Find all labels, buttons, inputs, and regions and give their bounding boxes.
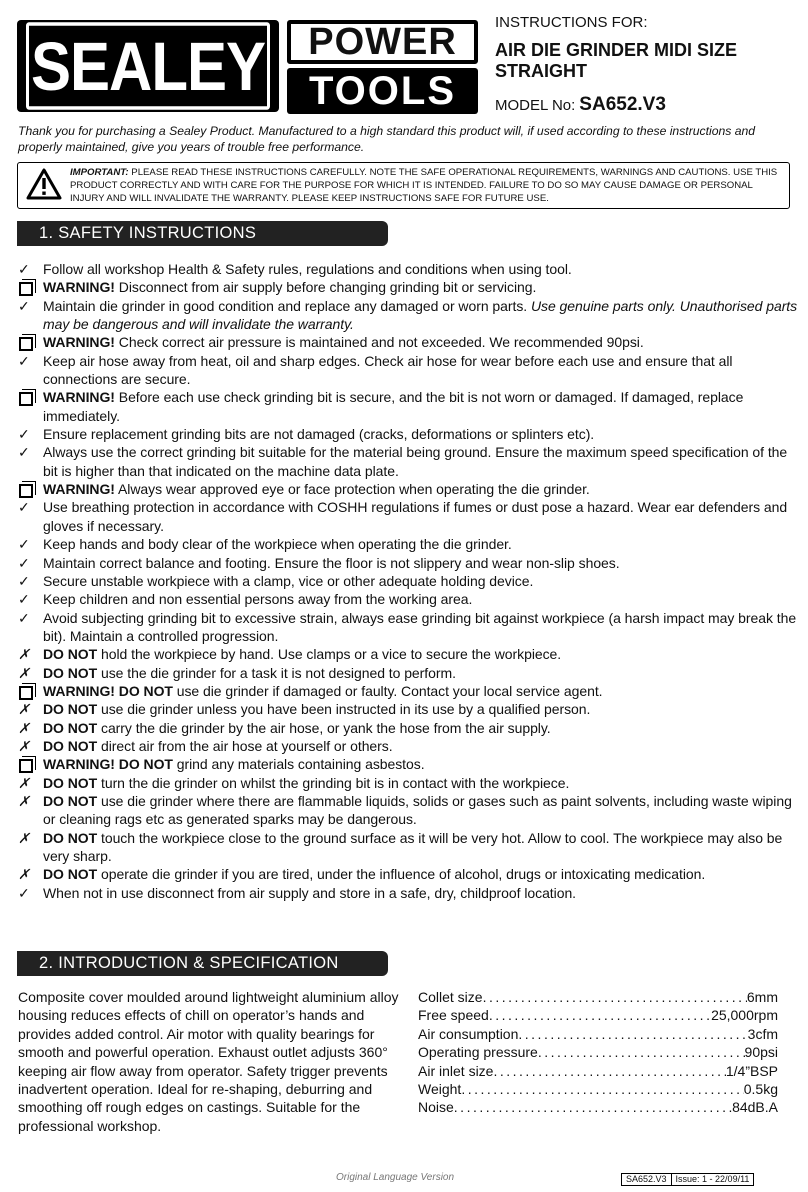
checkmark-icon [18,572,36,590]
cross-icon [18,829,36,847]
safety-item [18,480,798,498]
safety-item [18,719,798,737]
safety-item-emphasis: DO NOT [43,664,98,681]
checkmark-icon [18,297,36,315]
safety-item-text: Ensure replacement grinding bits are not damaged (cracks, deformations or splinters etc). [43,426,595,443]
specification-list [418,988,778,1117]
introduction-text: Composite cover moulded around lightweight aluminium alloy housing reduces effects of chill on operator’s hands and provides added control. Air motor with quality bearings for smooth and powerful operation. Exhaust outlet adjusts 360° keeping air flow away from operator. Safety trigger prevents inadvertent operation. Ideal for re-shaping, deburring and smoothing off rough edges on castings. Suitable for the professional workshop. [18,989,399,1134]
cross-icon [18,664,36,682]
spec-value: 6mm [746,989,778,1005]
spec-leader-dots [489,1006,711,1024]
safety-item-text: hold the workpiece by hand. Use clamps or a vice to secure the workpiece. [97,646,562,663]
safety-item-emphasis: DO NOT [43,646,98,663]
safety-item-italic-text: Use genuine parts only. Unauthorised parts may be dangerous and will invalidate the warranty. [43,297,798,333]
safety-item-emphasis: DO NOT [43,701,98,718]
safety-item-text: Avoid subjecting grinding bit to excessive strain, always ease grinding bit against workpiece (a harsh impact may break the bit). Maintain a controlled progression. [43,609,797,644]
cross-icon [18,645,36,663]
safety-item [18,682,798,700]
power-tools-logo-line1: POWER [287,20,478,64]
safety-item-text: use die grinder unless you have been instructed in its use by a qualified person. [97,701,591,718]
cross-icon [18,700,36,718]
safety-item [18,498,798,535]
safety-item [18,645,798,663]
model-number-line [495,94,666,116]
safety-item-text: operate die grinder if you are tired, under the influence of alcohol, drugs or intoxicating medication. [97,866,706,883]
safety-item-emphasis: WARNING! [43,481,115,498]
safety-item-emphasis: DO NOT [43,792,98,809]
notice-lead: IMPORTANT: [70,167,129,178]
original-language-note: Original Language Version [336,1172,455,1183]
safety-item-text: Maintain correct balance and footing. Ensure the floor is not slippery and wear non-slip shoes. [43,554,620,571]
safety-item-emphasis: WARNING! [43,334,115,351]
safety-item-text: use die grinder if damaged or faulty. Contact your local service agent. [172,682,603,699]
safety-item-text: Use breathing protection in accordance with COSHH regulations if fumes or dust pose a hazard. Wear ear defenders and gloves if necessary. [43,499,788,534]
power-tools-logo-line2: TOOLS [287,68,478,114]
checkmark-icon [18,590,36,608]
checkmark-icon [18,260,36,278]
checkmark-icon [18,554,36,572]
safety-item-emphasis: WARNING! [43,389,115,406]
cross-icon [18,865,36,883]
checkmark-icon [18,352,36,370]
checkmark-icon [18,443,36,461]
footer-model: SA652.V3 [626,1174,667,1184]
spec-leader-dots [493,1062,725,1080]
safety-item-text: Check correct air pressure is maintained and not exceeded. We recommended 90psi. [114,334,644,351]
sealey-logo-text: SEALEY [26,22,270,109]
safety-item-text: Always wear approved eye or face protection when operating the die grinder. [114,481,590,498]
spec-value: 0.5kg [743,1081,778,1098]
spec-row [418,1062,778,1080]
safety-item [18,388,798,425]
checkmark-icon [18,535,36,553]
safety-item [18,278,798,296]
spec-row [418,1098,778,1116]
spec-leader-dots [483,988,747,1006]
safety-item-text: When not in use disconnect from air supply and store in a safe, dry, childproof location. [43,884,577,901]
spec-leader-dots [518,1025,747,1043]
safety-item-text: use the die grinder for a task it is not designed to perform. [97,664,456,681]
spec-value: 3cfm [747,1025,778,1042]
spec-leader-dots [454,1098,732,1116]
safety-item [18,829,798,866]
safety-item-emphasis: DO NOT [43,774,98,791]
warning-box-icon [18,388,36,410]
cross-icon [18,737,36,755]
safety-item-text: touch the workpiece close to the ground surface as it will be very hot. Allow to cool. The workpiece may also be very sharp. [43,829,783,864]
safety-item [18,443,798,480]
safety-item [18,774,798,792]
safety-item [18,425,798,443]
spec-label: Collet size [418,989,483,1005]
safety-item [18,333,798,351]
safety-item-text: Keep children and non essential persons away from the working area. [43,591,473,608]
safety-item-text: grind any materials containing asbestos. [172,756,425,773]
safety-item-text: turn the die grinder on whilst the grinding bit is in contact with the workpiece. [97,774,570,791]
safety-item [18,554,798,572]
cross-icon [18,719,36,737]
spec-value: 90psi [744,1044,778,1061]
safety-item-text: direct air from the air hose at yourself or others. [97,737,393,754]
cross-icon [18,774,36,792]
safety-item [18,260,798,278]
spec-label: Noise [418,1099,454,1116]
safety-item-emphasis: DO NOT [43,719,98,736]
safety-item-emphasis: WARNING! DO NOT [43,682,173,699]
notice-text [70,166,782,205]
safety-item [18,755,798,773]
model-number: SA652.V3 [579,94,666,115]
spec-label: Free speed [418,1007,489,1024]
safety-item [18,572,798,590]
safety-item [18,535,798,553]
safety-item [18,700,798,718]
safety-item [18,792,798,829]
safety-item [18,865,798,883]
checkmark-icon [18,498,36,516]
safety-item-text: Before each use check grinding bit is secure, and the bit is not worn or damaged. If damaged, replace immediately. [43,389,744,424]
safety-item-emphasis: DO NOT [43,866,98,883]
safety-item [18,737,798,755]
safety-item-text: Keep air hose away from heat, oil and sharp edges. Check air hose for wear before each use and ensure that all connections are secure. [43,352,733,388]
power-tools-logo [287,20,478,112]
safety-item-emphasis: DO NOT [43,737,98,754]
spec-label: Air consumption [418,1025,519,1042]
model-label: MODEL No: [495,97,576,114]
spec-label: Weight [418,1081,462,1098]
warning-triangle-icon [26,168,62,200]
instructions-for-label: INSTRUCTIONS FOR: [495,14,648,31]
spec-row [418,1025,778,1043]
spec-value: 25,000rpm [711,1007,778,1024]
footer-issue: Issue: 1 - 22/09/11 [671,1174,754,1185]
section-heading-safety: 1. SAFETY INSTRUCTIONS [17,221,388,246]
safety-instructions-list [18,260,798,902]
safety-item-text: Maintain die grinder in good condition and replace any damaged or worn parts. [43,297,531,314]
spec-row [418,1080,778,1098]
section-heading-introduction: 2. INTRODUCTION & SPECIFICATION [17,951,388,976]
notice-body: PLEASE READ THESE INSTRUCTIONS CAREFULLY. NOTE THE SAFE OPERATIONAL REQUIREMENTS, WARNINGS AND CAUTIONS. USE THIS PRODUCT CORRECTLY AND WITH CARE FOR THE PURPOSE FOR WHICH IT IS INTENDED. FAILURE TO DO SO MAY CAUSE DAMAGE OR PERSONAL INJURY AND WILL INVALIDATE THE WARRANTY. PLEASE KEEP INSTRUCTIONS SAFE FOR FUTURE USE. [70,167,778,204]
safety-item-text: Follow all workshop Health & Safety rules, regulations and conditions when using tool. [43,261,572,277]
spec-value: 1/4”BSP [725,1062,778,1079]
safety-item-text: carry the die grinder by the air hose, or yank the hose from the air supply. [97,719,551,736]
spec-row [418,1043,778,1061]
cross-icon [18,792,36,810]
spec-label: Air inlet size [418,1062,494,1079]
safety-item-emphasis: DO NOT [43,829,98,846]
spec-row [418,988,778,1006]
spec-leader-dots [461,1080,743,1098]
safety-item [18,664,798,682]
thank-you-text: Thank you for purchasing a Sealey Product. Manufactured to a high standard this product will, if used according to these instructions and properly maintained, give you years of trouble free performance. [18,124,756,154]
safety-item [18,609,798,646]
safety-item-text: Secure unstable workpiece with a clamp, vice or other adequate holding device. [43,572,534,589]
footer-issue-box [621,1173,754,1186]
spec-row [418,1006,778,1024]
spec-label: Operating pressure [418,1044,538,1061]
document-title: AIR DIE GRINDER MIDI SIZE STRAIGHT [495,40,738,81]
safety-item [18,590,798,608]
safety-item-text: use die grinder where there are flammable liquids, solids or gases such as paint solvents, including waste wiping or cleaning rags etc as generated sparks may be dangerous. [43,792,792,828]
safety-item [18,352,798,389]
safety-item-text: Keep hands and body clear of the workpiece when operating the die grinder. [43,536,512,553]
safety-item-emphasis: WARNING! [43,279,115,296]
spec-value: 84dB.A [732,1099,778,1116]
sealey-logo [17,20,279,112]
spec-leader-dots [538,1043,745,1061]
safety-item-text: Always use the correct grinding bit suitable for the material being ground. Ensure the maximum speed specification of the bit is higher than that indicated on the machine data plate. [43,444,788,479]
important-notice-box [17,162,790,209]
safety-item-emphasis: WARNING! DO NOT [43,756,173,773]
checkmark-icon [18,609,36,627]
safety-item-text: Disconnect from air supply before changing grinding bit or servicing. [114,279,537,296]
checkmark-icon [18,884,36,902]
safety-item [18,297,798,334]
checkmark-icon [18,425,36,443]
safety-item [18,884,798,902]
